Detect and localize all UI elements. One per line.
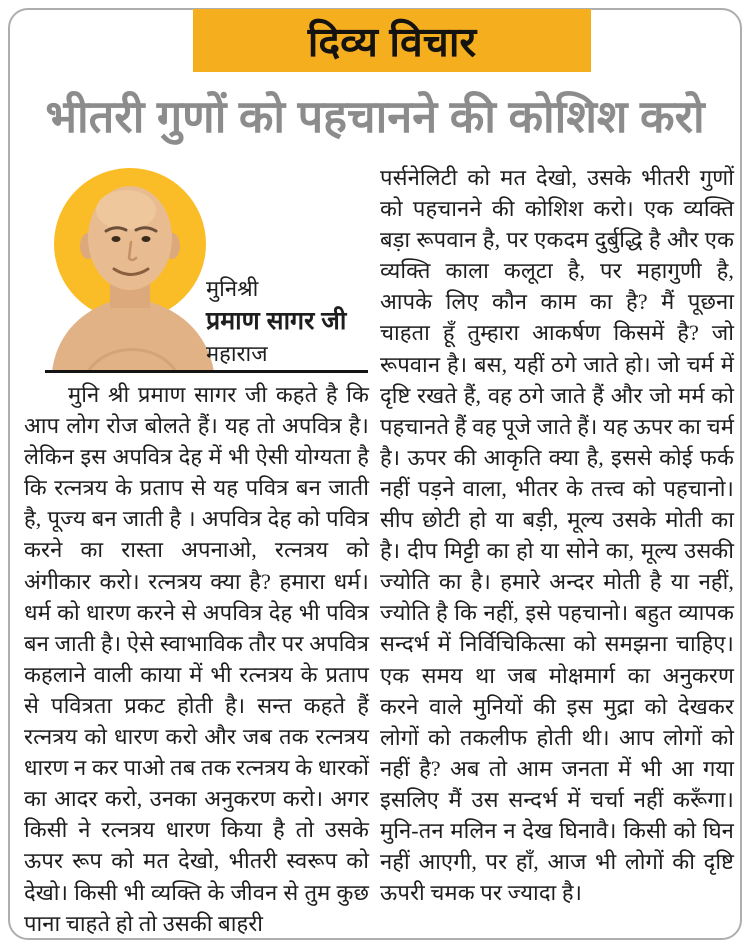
article-right-column [380, 162, 734, 940]
right-column-paragraph: पर्सनेलिटी को मत देखो, उसके भीतरी गुणों को पहचानने की कोशिश करो। एक व्यक्ति बड़ा रूपवान है, पर एकदम दुर्बुद्धि है और एक व्यक्ति काला कलूटा है, पर महागुणी है, आपके लिए कौन काम का है? मैं पूछना चाहता हूँ तुम्हारा आकर्षण किसमें है? जो रूपवान है। बस, यहीं ठगे जाते हो। जो चर्म में दृष्टि रखते हैं, वह ठगे जाते हैं और जो मर्म को पहचानते हैं वह पूजे जाते हैं। यह ऊपर का चर्म है। ऊपर की आकृति क्या है, इससे कोई फर्क नहीं पड़ने वाला, भीतर के तत्त्व को पहचानो। सीप छोटी हो या बड़ी, मूल्य उसके मोती का है। दीप मिट्टी का हो या सोने का, मूल्य उसकी ज्योति का है। हमारे अन्दर मोती है या नहीं, ज्योति है कि नहीं, इसे पहचानो। बहुत व्यापक सन्दर्भ में निर्विचिकित्सा को समझना चाहिए। एक समय था जब मोक्षमार्ग का अनुकरण करने वाले मुनियों की इस मुद्रा को देखकर लोगों को तकलीफ होती थी। आप लोगों को नहीं है? अब तो आम जनता में भी आ गया इसलिए मैं उस सन्दर्भ में चर्चा नहीं करूँगा। मुनि-तन मलिन न देख घिनावै। किसी को घिन नहीं आएगी, पर हाँ, आज भी लोगों की दृष्टि ऊपरी चमक पर ज्यादा है। [380, 165, 734, 906]
masthead-title: दिव्य विचार [307, 18, 477, 65]
article-headline: भीतरी गुणों को पहचानने की कोशिश करो [45, 90, 705, 142]
author-caption-prefix: मुनिश्री [206, 276, 259, 301]
author-caption [206, 278, 366, 365]
article-left-column [24, 379, 369, 939]
author-title: महाराज [206, 341, 268, 366]
photo-divider-rule [45, 370, 368, 373]
masthead-banner [193, 9, 591, 72]
author-name: प्रमाण सागर जी [206, 307, 347, 335]
left-column-paragraph: मुनि श्री प्रमाण सागर जी कहते है कि आप लोग रोज बोलते हैं। यह तो अपवित्र है। लेकिन इस अपवित्र देह में भी ऐसी योग्यता है कि रत्नत्रय के प्रताप से यह पवित्र बन जाती है, पूज्य बन जाती है । अपवित्र देह को पवित्र करने का रास्ता अपनाओ, रत्नत्रय को अंगीकार करो। रत्नत्रय क्या है? हमारा धर्म। धर्म को धारण करने से अपवित्र देह भी पवित्र बन जाती है। ऐसे स्वाभाविक तौर पर अपवित्र कहलाने वाली काया में भी रत्नत्रय के प्रताप से पवित्रता प्रकट होती है। सन्त कहते हैं रत्नत्रय को धारण करो और जब तक रत्नत्रय धारण न कर पाओ तब तक रत्नत्रय के धारकों का आदर करो, उनका अनुकरण करो। अगर किसी ने रत्नत्रय धारण किया है तो उसके ऊपर रूप को मत देखो, भीतरी स्वरूप को देखो। किसी भी व्यक्ति के जीवन से तुम कुछ पाना चाहते हो तो उसकी बाहरी [24, 382, 369, 936]
